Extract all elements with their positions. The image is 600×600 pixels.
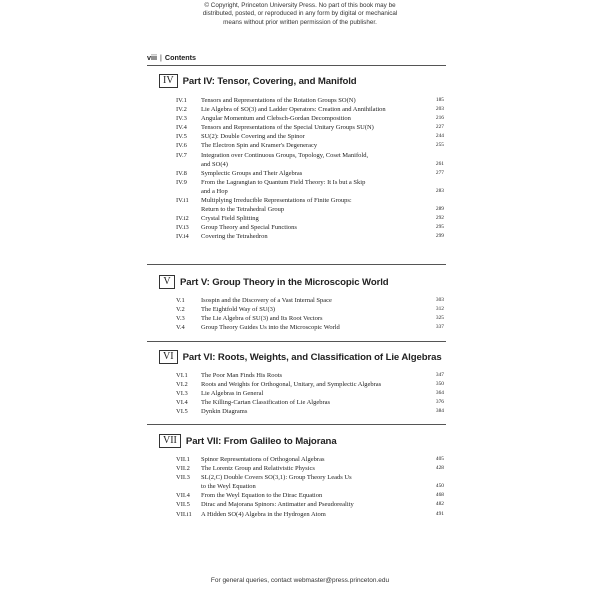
- entry-number: V.1: [176, 297, 185, 304]
- entry-number: VI.4: [176, 399, 188, 407]
- entry-title: Multiplying Irreducible Representations of Finite Groups:: [201, 197, 352, 205]
- toc-entry[interactable]: [176, 223, 444, 232]
- part-numeral-box: IV: [159, 74, 178, 88]
- entry-title: The Poor Man Finds His Roots: [201, 372, 283, 379]
- toc-entry[interactable]: [176, 96, 444, 105]
- part-entries: [176, 455, 444, 519]
- entry-number: IV.6: [176, 142, 187, 150]
- toc-entry[interactable]: [176, 141, 444, 150]
- entry-title: Lie Algebra of SO(3) and Ladder Operators: Creation and Annihilation: [201, 106, 386, 114]
- entry-page: 261: [435, 160, 444, 167]
- toc-entry[interactable]: [176, 105, 444, 114]
- entry-number: IV.i1: [176, 197, 189, 205]
- entry-title: and SO(4): [201, 160, 228, 168]
- entry-title: SL(2,C) Double Covers SO(3,1): Group Theory Leads Us: [201, 474, 352, 482]
- entry-title: Group Theory and Special Functions: [201, 224, 297, 232]
- entry-title: The Lorentz Group and Relativistic Physics: [201, 465, 315, 473]
- entry-title: A Hidden SO(4) Algebra in the Hydrogen Atom: [201, 510, 326, 518]
- entry-title: to the Weyl Equation: [201, 483, 256, 491]
- part-entries: [176, 296, 444, 332]
- toc-entry-continuation[interactable]: [176, 205, 444, 214]
- entry-page: 428: [435, 465, 444, 472]
- part-heading: [159, 350, 442, 364]
- toc-entry-continuation[interactable]: [176, 482, 444, 491]
- toc-entry-continuation[interactable]: [176, 160, 444, 169]
- entry-title: Isospin and the Discovery of a Vast Internal Space: [201, 297, 332, 304]
- entry-page: 325: [435, 315, 444, 322]
- copyright-line-1: © Copyright, Princeton University Press. No part of this book may be: [204, 2, 396, 9]
- entry-page: 295: [435, 224, 444, 231]
- toc-entry[interactable]: [176, 464, 444, 473]
- entry-title: Covering the Tetrahedron: [201, 233, 268, 241]
- entry-number: VII.3: [176, 474, 190, 482]
- entry-number: IV.4: [176, 124, 187, 132]
- toc-entry[interactable]: [176, 380, 444, 389]
- entry-page: 450: [435, 483, 444, 490]
- toc-entry[interactable]: [176, 296, 444, 305]
- page-number: viii: [147, 53, 157, 62]
- entry-title: Crystal Field Splitting: [201, 215, 259, 223]
- entry-title: Angular Momentum and Clebsch-Gordan Decomposition: [201, 115, 351, 123]
- toc-entry[interactable]: [176, 398, 444, 407]
- entry-number: IV.2: [176, 106, 187, 114]
- toc-entry[interactable]: [176, 500, 444, 509]
- entry-title: From the Lagrangian to Quantum Field Theory: It Is but a Skip: [201, 178, 366, 186]
- entry-page: 289: [435, 206, 444, 213]
- part-numeral-box: VI: [159, 350, 178, 364]
- entry-title: Tensors and Representations of the Special Unitary Groups SU(N): [201, 124, 374, 132]
- entry-title: Dynkin Diagrams: [201, 408, 248, 416]
- entry-number: VI.1: [176, 372, 188, 379]
- toc-entry[interactable]: [176, 114, 444, 123]
- entry-title: From the Weyl Equation to the Dirac Equation: [201, 492, 323, 500]
- part-entries: [176, 371, 444, 416]
- entry-page: 364: [435, 390, 444, 397]
- entry-title: The Lie Algebra of SU(3) and Its Root Vectors: [201, 315, 323, 323]
- entry-page: [430, 178, 444, 187]
- part-title: Part IV: Tensor, Covering, and Manifold: [182, 75, 357, 87]
- entry-number: VII.5: [176, 501, 190, 509]
- toc-entry-continuation[interactable]: [176, 187, 444, 196]
- entry-page: 216: [435, 115, 444, 122]
- toc-entry[interactable]: [176, 314, 444, 323]
- toc-entry[interactable]: [176, 232, 444, 241]
- entry-title: Spinor Representations of Orthogonal Algebras: [201, 456, 325, 463]
- entry-number: IV.1: [176, 97, 187, 104]
- copyright-notice: [0, 2, 600, 27]
- entry-number: V.2: [176, 306, 185, 314]
- part-title: Part VI: Roots, Weights, and Classification of Lie Algebras: [182, 351, 442, 363]
- entry-page: 255: [435, 142, 444, 149]
- entry-number: IV.i2: [176, 215, 189, 223]
- part-numeral-box: VII: [159, 434, 181, 448]
- entry-page: 468: [435, 492, 444, 499]
- entry-title: The Killing-Cartan Classification of Lie Algebras: [201, 399, 331, 407]
- entry-number: IV.i4: [176, 233, 189, 241]
- toc-entry[interactable]: [176, 389, 444, 398]
- entry-number: VI.3: [176, 390, 188, 398]
- part-numeral-box: V: [159, 275, 175, 289]
- toc-entry[interactable]: [176, 455, 444, 464]
- toc-entry[interactable]: [176, 178, 444, 187]
- entry-title: The Eightfold Way of SU(3): [201, 306, 276, 314]
- entry-title: Return to the Tetrahedral Group: [201, 206, 285, 214]
- toc-entry[interactable]: [176, 473, 444, 482]
- entry-number: IV.5: [176, 133, 187, 141]
- entry-page: 482: [435, 501, 444, 508]
- entry-number: IV.7: [176, 151, 187, 159]
- section-rule: [147, 341, 446, 342]
- entry-title: The Electron Spin and Kramer's Degeneracy: [201, 142, 318, 150]
- toc-entry[interactable]: [176, 491, 444, 500]
- toc-entry[interactable]: [176, 132, 444, 141]
- toc-entry[interactable]: [176, 151, 444, 160]
- entry-page: [430, 196, 444, 205]
- footer-contact: For general queries, contact webmaster@press.princeton.edu: [210, 577, 390, 584]
- entry-page: 292: [435, 215, 444, 222]
- entry-number: [176, 187, 201, 196]
- entry-number: V.3: [176, 315, 185, 323]
- section-rule: [147, 264, 446, 265]
- toc-entry[interactable]: [176, 123, 444, 132]
- toc-entry[interactable]: [176, 196, 444, 205]
- toc-entry[interactable]: [176, 407, 444, 416]
- toc-entry[interactable]: [176, 323, 444, 332]
- entry-page: 376: [435, 399, 444, 406]
- entry-number: [176, 160, 201, 169]
- entry-number: IV.9: [176, 178, 187, 186]
- entry-page: 244: [435, 133, 444, 140]
- entry-page: 283: [435, 187, 444, 194]
- toc-entry[interactable]: [176, 305, 444, 314]
- part-entries: [176, 96, 444, 242]
- entry-page: 384: [435, 408, 444, 415]
- entry-page: 303: [435, 297, 444, 303]
- running-head-separator: |: [160, 53, 162, 62]
- entry-number: [176, 205, 201, 214]
- entry-page: 299: [435, 233, 444, 240]
- entry-page: 185: [435, 97, 444, 103]
- entry-number: [176, 482, 201, 491]
- copyright-line-3: means without prior written permission of the publisher.: [223, 18, 377, 26]
- entry-number: IV.8: [176, 169, 187, 177]
- entry-page: 337: [435, 324, 444, 331]
- entry-number: VII.2: [176, 465, 190, 473]
- entry-number: IV.3: [176, 115, 187, 123]
- entry-title: SU(2): Double Covering and the Spinor: [201, 133, 305, 141]
- toc-entry[interactable]: [176, 169, 444, 178]
- entry-title: Symplectic Groups and Their Algebras: [201, 169, 303, 177]
- entry-page: 277: [435, 169, 444, 176]
- entry-title: Roots and Weights for Orthogonal, Unitary, and Symplectic Algebras: [201, 381, 382, 389]
- entry-page: 491: [435, 510, 444, 517]
- section-rule: [147, 424, 446, 425]
- entry-title: Group Theory Guides Us into the Microscopic World: [201, 324, 340, 332]
- entry-page: 347: [435, 372, 444, 378]
- part-title: Part VII: From Galileo to Majorana: [185, 435, 337, 447]
- entry-title: and a Hop: [201, 187, 228, 195]
- entry-number: VII.4: [176, 492, 190, 500]
- entry-page: [430, 473, 444, 482]
- toc-entry[interactable]: [176, 214, 444, 223]
- entry-title: Tensors and Representations of the Rotation Groups SO(N): [201, 97, 356, 104]
- entry-page: 405: [435, 456, 444, 462]
- entry-title: Dirac and Majorana Spinors: Antimatter and Pseudoreality: [201, 501, 354, 509]
- running-head-label: Contents: [164, 53, 197, 62]
- entry-page: 203: [435, 106, 444, 113]
- entry-number: VII.i1: [176, 510, 192, 518]
- part-heading: [159, 434, 337, 448]
- entry-number: IV.i3: [176, 224, 189, 232]
- entry-page: 350: [435, 381, 444, 388]
- entry-title: Integration over Continuous Groups, Topology, Coset Manifold,: [201, 151, 369, 159]
- entry-page: 312: [435, 306, 444, 313]
- entry-number: VII.1: [176, 456, 190, 463]
- entry-page: [430, 151, 444, 160]
- entry-number: V.4: [176, 324, 185, 332]
- part-heading: [159, 74, 357, 88]
- copyright-line-2: distributed, posted, or reproduced in any form by digital or mechanical: [202, 10, 398, 18]
- part-title: Part V: Group Theory in the Microscopic World: [180, 276, 389, 288]
- toc-entry[interactable]: [176, 371, 444, 380]
- part-heading: [159, 275, 389, 289]
- entry-title: Lie Algebras in General: [201, 390, 264, 398]
- entry-number: VI.5: [176, 408, 188, 416]
- entry-page: 227: [435, 124, 444, 131]
- running-head: [147, 53, 196, 62]
- toc-entry[interactable]: [176, 510, 444, 519]
- header-rule: [147, 65, 446, 66]
- entry-number: VI.2: [176, 381, 188, 389]
